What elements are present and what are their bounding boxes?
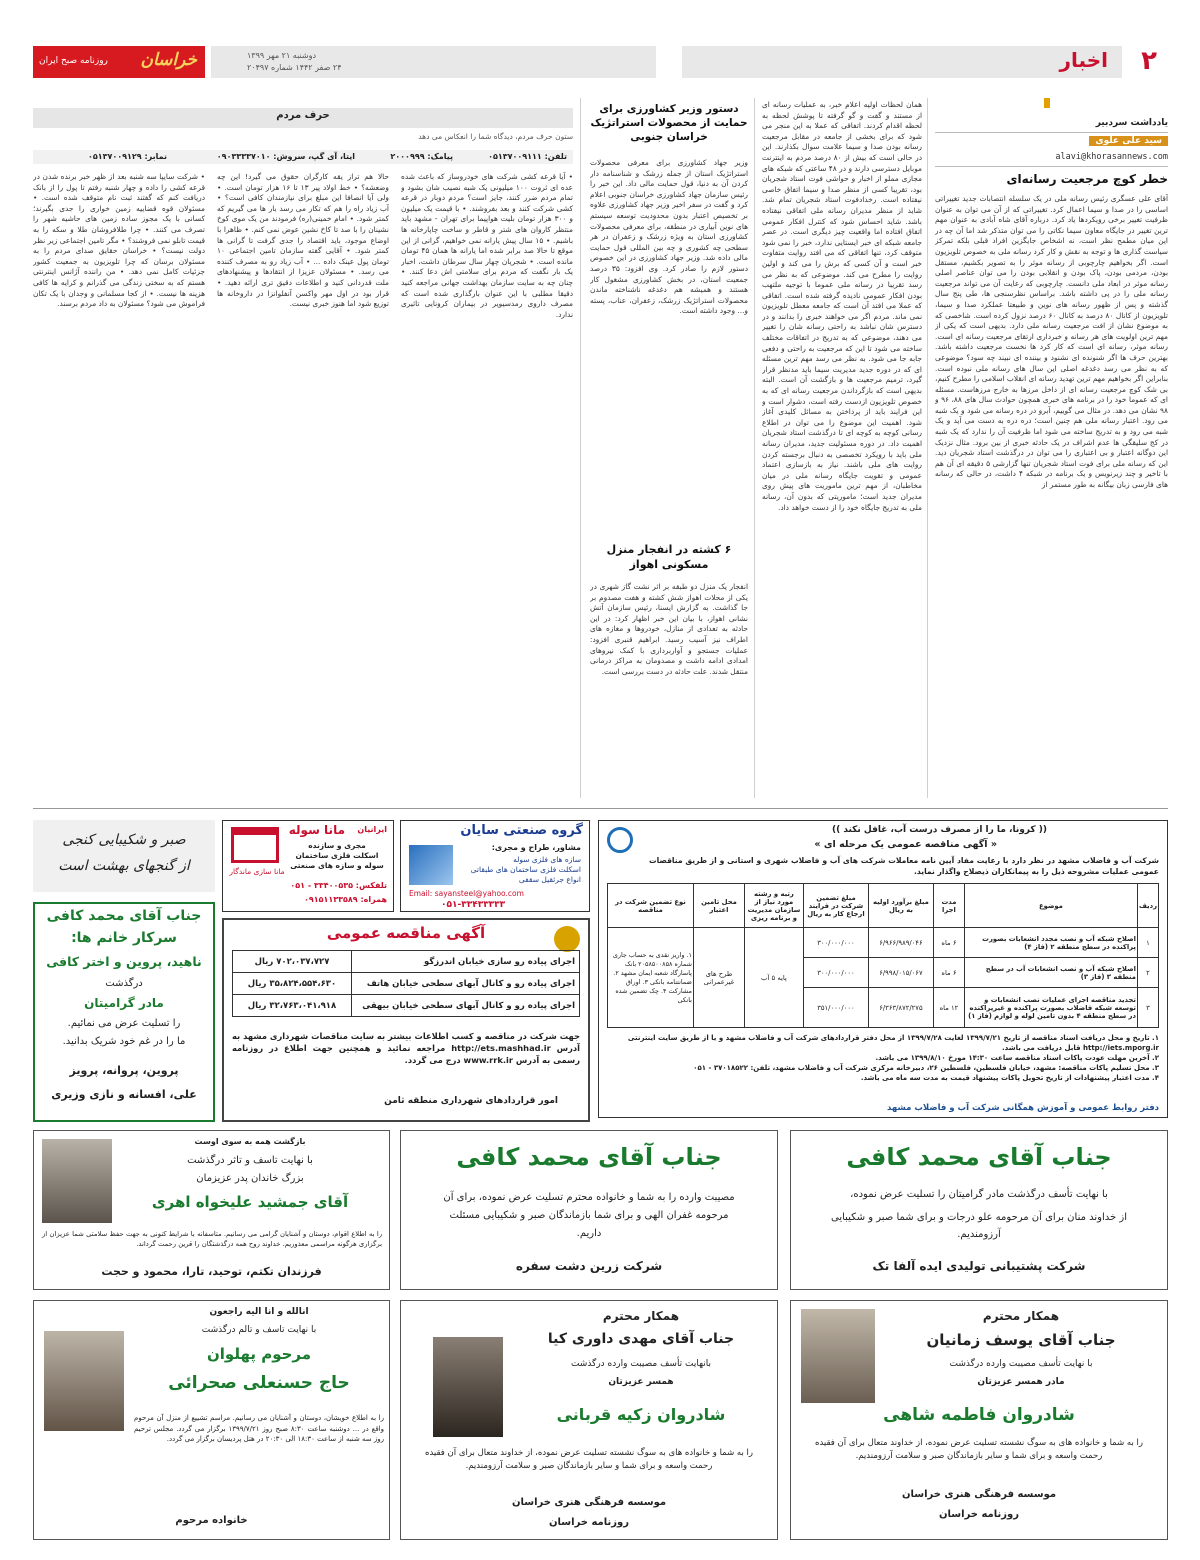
shahi-sign1: موسسه فرهنگی هنری خراسان: [901, 1489, 1057, 1500]
water-logo-icon: [607, 827, 633, 853]
house-logo-icon: [231, 827, 279, 863]
ghorbani-l2: همسر عزیزتان: [608, 1377, 674, 1387]
contact-messengers[interactable]: ایتا، آی گپ، سروش: ۰۹۰۳۳۳۳۷۰۱۰: [216, 152, 355, 161]
sahraei-notice: را به اطلاع خویشان، دوستان و آشنایان می رسانیم. مراسم تشییع از منزل آن مرحوم واقع در ... دوشنبه ساعت ۸:۳۰ صبح روز ۱۳۹۹/۷/۲۱ برگزار می گردد. مجلس ترحیم روز سه شنبه از ساعت ۱۸:۳۰ الی ۲۰:۳۰ در هتل پردیسان برگزار می گردد.: [134, 1414, 384, 1443]
editorial-title: خطر کوچ مرجعیت رسانه‌ای: [1006, 172, 1168, 186]
ad-sahraei-obituary: [33, 1300, 390, 1540]
editorial-tick: [1044, 98, 1050, 108]
ahari-l2: بزرگ خاندان پدر عزیزمان: [196, 1173, 304, 1184]
kafi1-l7: ما را در غم خود شریک بدانید.: [62, 1036, 186, 1047]
tender-note: ۲. آخرین مهلت عودت پاکات اسناد مناقصه ساعت ۱۴:۳۰ مورخ ۱۳۹۹/۸/۱۰ می باشد.: [875, 1054, 1159, 1062]
sayan-item: اسکلت فلزی ساختمان های طبقاتی: [470, 865, 581, 874]
sayan-item: سازه های فلزی سوله: [513, 855, 581, 864]
municipal-footer: امور قراردادهای شهرداری منطقه ثامن: [384, 1096, 558, 1106]
tender-title: « آگهی مناقصه عمومی یک مرحله ای »: [814, 839, 997, 850]
news-column: [590, 98, 748, 798]
date-gregorian: دوشنبه ۲۱ مهر ۱۳۹۹: [247, 51, 317, 60]
ad-kafi-zarrin: [400, 1130, 778, 1290]
shahi-name: شادروان فاطمه شاهی: [883, 1405, 1075, 1425]
article-agri-title: دستور وزیر کشاورزی برای حمایت از محصولات استراتژیک خراسان جنوبی: [590, 103, 748, 143]
shahi-title: جناب آقای یوسف زمانیان: [926, 1331, 1116, 1349]
tender-row: ۱ اصلاح شبکه آب و نصب مجدد انشعابات بصورت پراکنده در سطح منطقه ۲ (فاز ۴) ۶ ماه ۶/۹۶۶/۹۸۹/۰۴۶ ۳۰۰/۰۰۰/۰۰۰ پایه ۵ آب طرح های غیرعمرانی ۱. واریز نقدی به حساب جاری شماره ۲۰۵۸۵۰۰۸۵۸ بانک پاسارگاد شعبه ایمان مشهد ۲. ضمانتنامه بانکی ۳. اوراق مشارکت ۴. چک تضمین شده بانکی: [608, 928, 1159, 958]
masthead: [33, 46, 1168, 78]
building-icon: [409, 845, 453, 885]
tender-th-row: ردیف: [1137, 884, 1158, 928]
tender-footer: دفتر روابط عمومی و آموزش همگانی شرکت آب و فاضلاب مشهد: [886, 1103, 1159, 1113]
sahraei-name2: حاج حسنعلی صحرائی: [168, 1373, 350, 1393]
municipal-title: آگهی مناقصه عمومی: [326, 924, 486, 942]
tender-rank: پایه ۵ آب: [744, 928, 803, 1028]
ad-ghorbani-condolence: [400, 1300, 778, 1540]
editorial-email[interactable]: alavi@khorasannews.com: [1055, 152, 1168, 162]
reader-voice-col-2: حالا هم تراز یقه کارگران حقوق می گیرد! این چه وضعشه؟ • خط اولاد پیر ۱۳ تا ۱۶ هزار تومان است. • ولی آیا انصافا این مبلغ برای نیازمندان کافی است؟ • آب زیاد راه را هم که تکار می رسد بار ها می گیریم که کمتر شود. • امام خمینی(ره) فرمودند من یک موی کوخ نشینان را با صد تا کاخ نشین عوض نمی کنم. • ظاهرا با اوضاع موجود، باید اقتصاد را جدی گرفت تا گرانی ها کمتر شود. • آقایی گفته سازمان تامین اجتماعی ۱۰ تومان پول عینک داده ... • آب زیاد رو به مصرف کننده می رسد. • مسئولان عزیزا از انتقادها و پیشنهادهای ملت قدردانی کنید و اطلاعات دقیق تری ارائه دهید. • قرار بود در اول مهر واکسن آنفلوانزا در داروخانه ها توزیع شود اما هنوز خبری نیست.: [217, 172, 389, 309]
section-band: [682, 46, 1122, 78]
tender-th-estimate: مبلغ برآورد اولیه به ریال: [868, 884, 933, 928]
ad-kafi-vaziri: [33, 902, 215, 1122]
editorial-continuation: همان لحظات اولیه اعلام خبر، به عملیات رسانه ای از مستند و گفت و گو گرفته تا پوشش لحظه به لحظه اقدام کردند. اتفاقی که عملا به این منجر می شود که برای بخشی از جامعه در مقابل مرجعیت رسانه بودن صدا و سیما علامت سوال بکذارند. این در حالی است که بیش از ۸۰ درصد مردم به اینترنت موبایل دسترسی دارند و در ۴۸ ساعتی که شبکه های مجازی مملو از اخبار و حواشی فوت استاد شجریان بود، تقریبا کسی از منظر صدا و سیما اتفاق خاصی نیفتاده است. رخدادفوت استاد شجریان تمام شد. شاید از منظر مدیران رسانه ملی اتفاقی نیفتاده باشد. شاید احساس شود که کنترل افکار عمومی اتفاق افتاده اما واقعیت چیز دیگری است. در عصر جامعه شبکه ای خبر ایستایی ندارد، خبر را نمی شود متوقف کرد، تنها اتفاقی که می افتد روایت متفاوت خبر است و آن کسی که برش را می کند و اولین روایت را مطرح می کند. موضوعی که به نظر می رسد تقریبا در رسانه ملی عموما با توجیه ملتهب بودن افکار عمومی نادیده گرفته شده است. اتفاقی که عملا می افتد آن است که جامعه معطل تلویزیون نمی ماند. مردم اگر می خواهند خبری را بدانند و در دسترس شان نباشد به راحتی رسانه شان را تغییر می دهند، موضوعی که به تدریج در اتفاقات مختلف ساخته می شود تا این که مرجعیت به راحتی و دفعی جابه جا می شود. به نظر می رسد مهم ترین مسئله ای که در دوره جدید مدیریت سیما باید مدنظر قرار گیرد، ترمیم مرجعیت ها و بازگشت آن است. البته بدیهی است که بازگرداندن مرجعیت رسانه ای که به خصوص تلویزیون ازدست رفته است، دشوار است و این فرایند باید از پرداختن به مسائل کلیدی آغاز شود. اهمیت این موضوع را می توان در اطلاع رسانی کوچه به کوچه ای تا درگذشت استاد شجریان اهمیت داد. در دوره مسئولیت جدید، مدیران رسانه ملی باید با رویکرد تخصصی به دنبال برجسته کردن روایت های ملی باشند. نیاز به بازسازی اعتماد عمومی و تقویت جایگاه رسانه ملی در میان مخاطبان، از مهم ترین ماموریت های پیش روی مدیران جدید است؛ ماموریتی که بدون آن، رسانه ملی به تدریج جایگاه خود را از دست خواهد داد.: [762, 100, 922, 512]
tender-th-rank: رتبه و رشته مورد نیاز از سازمان مدیریت و برنامه ریزی: [744, 884, 803, 928]
kafi1-l5: مادر گرامیتان: [84, 996, 164, 1010]
kafi3-sign: شرکت پشتیبانی تولیدی ایده آلفا تک: [872, 1259, 1086, 1273]
ad-patience-quote: [33, 820, 215, 892]
ahari-l1: با نهایت تاسف و تاثر درگذشت: [187, 1155, 313, 1166]
kafi1-l3: ناهید، پروین و اختر کافی: [46, 954, 202, 969]
manasoleh-brand: ایرانیان: [357, 825, 387, 834]
ahari-photo: [42, 1139, 112, 1223]
tender-th-duration: مدت اجرا: [933, 884, 964, 928]
kafi1-title: جناب آقای محمد کافی: [46, 908, 202, 924]
municipal-body: جهت شرکت در مناقصه و کسب اطلاعات بیشتر به سایت مناقصات شهرداری مشهد به آدرس http://ets.mashhad.ir مراجعه نمائید و همچنین جهت اطلاع در روزنامه رسمی به آدرس www.rrk.ir درج می گردد.: [232, 1031, 580, 1065]
municipal-row: اجرای پیاده رو سازی خیابان اندرزگو ۷۰۲،۰۳۷،۷۲۷ ریال: [233, 951, 580, 973]
quote-line-2: از گنجهای بهشت است: [58, 858, 190, 874]
editorial-kicker: یادداشت سردبیر: [1095, 118, 1168, 128]
tender-fund: طرح های غیرعمرانی: [693, 928, 744, 1028]
sahraei-photo: [44, 1331, 124, 1431]
shahi-body: را به شما و خانواده های به سوگ نشسته تسلیت عرض نموده، از خداوند متعال برای آن فقیده رحمت واسعه و برای شما و سایر بازماندگان صبر و سلامت آرزومندیم.: [814, 1438, 1144, 1461]
tender-row: ۳ تجدید مناقصه اجرای عملیات نصب انشعابات و توسعه شبکه فاضلاب بصورت پراکنده و غیرپراکنده در سطح منطقه ۴ بدون تامین لوله و لوازم (فاز ۱) ۱۲ ماه ۶/۳۶۳/۸۷۲/۲۷۵ ۳۵۱/۰۰۰/۰۰۰: [608, 988, 1159, 1028]
tender-note: ۱. تاریخ و محل دریافت اسناد مناقصه از تاریخ ۱۳۹۹/۷/۲۱ لغایت ۱۳۹۹/۷/۲۸ از محل دفتر قراردادهای شرکت آب و فاضلاب مشهد و یا از طریق سایت اینترنتی http://iets.mporg.ir قابل دریافت می باشد.: [627, 1034, 1159, 1052]
ghorbani-title: جناب آقای مهدی داوری کیا: [547, 1331, 735, 1347]
ad-ahari-obituary: [33, 1130, 390, 1290]
ghorbani-top: همکار محترم: [602, 1309, 680, 1323]
sayan-items: [461, 855, 581, 885]
municipal-table: [232, 950, 580, 1017]
manasoleh-lines: [287, 841, 387, 871]
sahraei-sign: خانواده مرحوم: [175, 1515, 248, 1526]
sayan-item: انواع جرثقیل سقفی: [518, 875, 581, 884]
kafi2-body: مصیبت وارده را به شما و خانواده محترم تسلیت عرض نموده، برای آن مرحومه غفران الهی و برای شما بازماندگان صبر و شکیبایی مسئلت داریم.: [443, 1192, 735, 1239]
kafi3-body2: از خداوند منان برای آن مرحومه علو درجات و برای شما صبر و شکیبایی آرزومندیم.: [830, 1212, 1127, 1240]
reader-voice: [33, 108, 573, 798]
logo-box: [33, 46, 205, 78]
sahraei-top: انالله و انا الیه راجعون: [209, 1307, 309, 1317]
ad-sayan: [400, 820, 590, 912]
tender-intro: شرکت آب و فاضلاب مشهد در نظر دارد با رعایت مفاد آیین نامه معاملات شرکت های آب و فاضلاب شهری و استانی و از طریق مناقصات عمومی عملیات مشروحه ذیل را به پیمانکاران ذیصلاح واگذار نماید.: [649, 856, 1159, 876]
tender-row: ۲ اصلاح شبکه آب و نصب انشعابات آب در سطح منطقه ۳ (فاز ۳) ۶ ماه ۶/۹۹۸/۰۱۵/۰۶۷ ۳۰۰/۰۰۰/۰۰۰: [608, 958, 1159, 988]
tender-top-line: (( کرونا، ما را از مصرف درست آب، غافل نکند )): [831, 825, 1047, 835]
shahi-l2: مادر همسر عزیزتان: [977, 1377, 1065, 1387]
ad-kafi-alfatek: [790, 1130, 1168, 1290]
sayan-sub: مشاور، طراح و مجری:: [491, 843, 581, 852]
page-number: ۲: [1141, 46, 1157, 76]
manasoleh-phone[interactable]: تلفکس: ۳۳۴۰۰۵۳۵ - ۰۵۱: [290, 881, 387, 890]
ahari-sign: فرزندان تکتم، توحید، تارا، محمود و حجت: [101, 1265, 322, 1278]
logo-sub: روزنامه صبح ایران: [39, 56, 108, 66]
kafi1-l9: علی، افسانه و نازی وزیری: [51, 1088, 197, 1101]
reader-voice-contacts: [33, 150, 573, 164]
tender-note: ۳. محل تسلیم پاکات مناقصه: مشهد، خیابان فلسطین، فلسطین ۲۶، دبیرخانه مرکزی شرکت آب و فاضلاب مشهد، تلفن: ۳۷۰۱۸۵۲۲ - ۰۵۱: [693, 1064, 1159, 1072]
article-blast-title: ۶ کشته در انفجار منزل مسکونی اهواز: [606, 543, 732, 571]
tender-table: [607, 883, 1159, 1028]
ahari-top: بازگشت همه به سوی اوست: [194, 1137, 306, 1146]
date-issue: ۲۴ صفر ۱۴۴۲ شماره ۲۰۴۹۷: [247, 63, 342, 72]
reader-voice-header: [33, 108, 573, 128]
kafi1-l8: پروین، پروانه، پرویز: [69, 1064, 179, 1077]
sayan-title: گروه صنعتی سایان: [460, 823, 583, 838]
ad-shahi-condolence: [790, 1300, 1168, 1540]
sayan-email[interactable]: Email: sayansteel@yahoo.com: [409, 889, 524, 898]
municipal-row: اجرای پیاده رو و کانال آبهای سطحی خیابان هاتف ۳۵،۸۲۴،۵۵۴،۶۳۰ ریال: [233, 973, 580, 995]
reader-voice-col-3: • شرکت سایپا سه شنبه بعد از ظهر خبر برنده شدن در قرعه کشی را داده و چهار شنبه رفتم تا پول را از بانک دریافت کنم که گفتند ثبت نام متوقف شده است. • مسئولان قوه قضاییه زمین خواری را جدی بگیرند؛ کسانی با یک مجوز ساده زمین های حاشیه شهر را تصرف می کنند. • چرا طلافروشان طلا و سکه را به قیمت تابلو نمی فروشند؟ • مگر تامین اجتماعی زیر نظر دولت نیست؟ • خراسان حقایق صدای مردم را به مسئولان برسان که چرا تلویزیون به جمعیت کشور جزئیات کامل نمی دهد. • من راننده آژانس اینترنتی هستم که به سختی زندگی می گذرانم و کرایه ها کافی هزینه ها نیست. • از کجا مسلمانی و وجدان با یک تکان فراموش می شود؟ مسئولان به داد مردم برسند.: [33, 172, 205, 309]
shahi-top: همکار محترم: [982, 1309, 1060, 1323]
ghorbani-sign1: موسسه فرهنگی هنری خراسان: [511, 1497, 667, 1508]
manasoleh-mobile[interactable]: همراه: ۰۹۱۵۱۱۳۳۵۸۹: [303, 895, 387, 904]
kafi2-title: جناب آقای محمد کافی: [456, 1143, 722, 1171]
manasoleh-line: سوله و سازه های صنعتی: [290, 861, 384, 870]
ghorbani-sign2: روزنامه خراسان: [549, 1517, 629, 1528]
ahari-name: آقای جمشید علیخواه اهری: [151, 1193, 349, 1211]
editorial-body: آقای علی عسگری رئیس رسانه ملی در یک سلسله انتصابات جدید تغییراتی اساسی را در صدا و سیما اعمال کرد. تغییراتی که از آن می توان به عنوان ظرفیت تغییر برخی رویکردها یاد کرد. درباره آقای شاه آبادی به عنوان مهم ترین تغییر در جایگاه معاون سیما نکاتی را می توان متذکر شد اما آن چه در این میان مطمح نظر است، نه اشخاص جایگزین افراد قبلی بلکه تمرکز سیاست گذاری ها و توجه به نقش و کار کرد رسانه ملی به خصوص تلویزیون است. اگر بخواهیم چارچوبی از رسانه موثر را به تصویر بکشیم، مستقل بودن، مردمی بودن، پاک بودن و انقلابی بودن را می توان عناصر اصلی رسانه موثر در ابعاد ملی دانست. چارچوبی که رعایت آن می تواند مرجعیت رسانه ملی را در پی داشته باشد. براساس نظرسنجی ها، طی پنج سال گذشته و پس از ظهور رسانه های نوین و طبیعتا عملکرد صدا و سیما، تلویزیون از کانال ۸۰ درصد به کانال ۶۰ درصد نزول کرده است. شاخصی که به موضوع نشان از افت مرجعیت رسانه ملی دارد. بدیهی است که یکی از مهم ترین اولویت های هر رسانه و خبرداری ارتقای مرجعیت رسانه ای است. رسانه موثر، رسانه ای است که کار کرد ها نخست مرجعیت داشته باشد. بهترین حرف ها اگر شنونده ای نشنود و بیننده ای نبیند چه سود؟ موضوعی که به نظر می رسد دغدغه اصلی این سال های رسانه ملی نبوده است. بنابراین اگر بخواهیم مهم ترین تهدید رسانه ای انقلاب اسلامی را مطرح کنیم، بی شک کوچ مرجعیت رسانه ای از داخل مرزها به خارج مرزهاست. مسئله ای که عموما خود را در برنامه های خبری همچون حوادث سال های ۸۸، ۹۶ و ۹۸ نشان می دهد. در مثال می گوییم، آبرو در دره رسانه می شود و یک شبه می رود. اعتبار رسانه ملی هم چنین است؛ دره دره به دست می آید و یک شبه می رود و به تدریج ساخته می شود اما ظرفیت آن را ندارد که یک شبه در کج سلیقگی ها عدم اشراف در یک حادثه خبری از بین برود. مثال نزدیک این دوگانه اعتبار و بی اعتباری را می توان در درگذشت استاد شجریان دید. این که رسانه ملی برای فوت استاد شجریان تنها گزارشی ۵ دقیقه ای آن هم با تاخیر و چند زیرنویس و یک برنامه در شبکه ۴ داشت، در حالی که رسانه های فارسی زبان بیگانه به طور مستمر از: [935, 194, 1168, 490]
logo-script: خراسان: [140, 50, 197, 70]
ghorbani-name: شادروان زکیه قربانی: [556, 1405, 726, 1424]
shahi-l1: با نهایت تأسف مصیبت وارده درگذشت: [949, 1359, 1093, 1369]
manasoleh-logo: مانا سازی ماندگار: [229, 867, 285, 876]
contact-phone[interactable]: تلفن: ۰۵۱۳۷۰۰۹۱۱۱: [488, 152, 567, 161]
article-agri-body: وزیر جهاد کشاورزی برای معرفی محصولات استراتژیک استان از جمله زرشک و شناسنامه دار کردن آن به دنیا، قول حمایت مالی داد. این خبر را رئیس سازمان جهاد کشاورزی خراسان جنوبی اعلام کرد و گفت در سفر اخیر وزیر جهاد کشاورزی علاوه بر تخصیص اعتبار بدون محدودیت توسعه سیستم های نوین آبیاری در منطقه، برای معرفی محصولات کشاورزی استان به ویژه زرشک و زعفران در هر سطحی چه کشوری و چه بین المللی قول حمایت مالی داده شد. وزیر جهاد کشاورزی در این خصوص دستور لازم را صادر کرد. وی افزود: ۳۵ درصد جمعیت استان، در بخش کشاورزی مشغول کار هستند و همیشه هم دغدغه ناشناخته ماندن محصولات استراتژیک زرشک، زعفران، عناب، پسته و... وجود داشته است.: [590, 158, 748, 316]
reader-voice-subtitle: ستون حرف مردم، دیدگاه شما را انعکاس می دهد: [418, 132, 573, 141]
kafi2-sign: شرکت زرین دشت سفره: [515, 1259, 663, 1273]
ad-municipal-tender: [222, 918, 590, 1122]
contact-fax[interactable]: نمابر: ۰۵۱۳۷۰۰۹۱۲۹: [87, 152, 167, 161]
tender-th-guarantee: نوع تضمین شرکت در مناقصه: [608, 884, 694, 928]
tender-th-fund: محل تامین اعتبار: [693, 884, 744, 928]
municipal-row: اجرای پیاده رو و کانال آبهای سطحی خیابان بیهقی ۳۲،۷۶۳،۰۴۱،۹۱۸ ریال: [233, 995, 580, 1017]
sayan-phone[interactable]: ۰۵۱-۳۳۴۳۳۳۳۳: [441, 900, 506, 910]
manasoleh-line: اسکلت فلزی ساختمان: [295, 851, 379, 860]
contact-sms[interactable]: پیامک: ۲۰۰۰۹۹۹: [390, 152, 453, 161]
kafi1-l4: درگذشت: [105, 978, 143, 989]
tender-th-deposit: مبلغ تضمین شرکت در فرایند ارجاع کار به ریال: [803, 884, 868, 928]
sahraei-name1: مرحوم پهلوان: [206, 1345, 312, 1363]
quote-line-1: صبر و شکیبایی کنجی: [62, 832, 186, 848]
ad-manasoleh: [222, 820, 394, 912]
ghorbani-body: را به شما و خانواده های به سوگ نشسته تسلیت عرض نموده، از خداوند متعال برای آن فقیده رحمت واسعه و برای شما و سایر بازماندگان صبر و سلامت آرزومندیم.: [424, 1448, 754, 1471]
date-band: [211, 46, 656, 78]
section-title: اخبار: [1059, 48, 1108, 72]
tender-guarantee: ۱. واریز نقدی به حساب جاری شماره ۲۰۵۸۵۰۰۸۵۸ بانک پاسارگاد شعبه ایمان مشهد ۲. ضمانتنامه بانکی ۳. اوراق مشارکت ۴. چک تضمین شده بانکی: [608, 928, 694, 1028]
manasoleh-line: مجری و سازنده: [308, 841, 366, 850]
reader-voice-col-1: • آیا قرعه کشی شرکت های خودروساز که باعث شده عده ای ثروت ۱۰۰ میلیونی یک شبه نصیب شان بشود و تمام مردم ضرر کنند، جایز است؟ مردم دوبار در قرعه کشی شرکت کنند و بعد بفروشند. • با قیمت یک میلیون و ۳۰۰ هزار تومان بلیت هواپیما برای تهران - مشهد باید منتظر کاروان های شتر و قاطر و ساخت چاپارخانه ها باشیم. • ۱۵ سال پیش یارانه نمی خواهیم، گرانی از این موقع تا حالا صد برابر شده اما یارانه ها همان ۴۵ تومان مانده است. • شجریان چهار سال سرطان داشت، اخبار یک بار نگفت که مردم برای سلامتی اش دعا کنند. • چنان چه به سایت سازمان بهداشت جهانی مراجعه کنید دقیقا مطلبی با این عنوان بارگذاری شده است که مصرف داروی رمدسیویر در بیماران کرونایی تاثیری ندارد.: [401, 172, 573, 319]
kafi3-title: جناب آقای محمد کافی: [846, 1143, 1112, 1171]
tender-header-row: [608, 884, 1159, 928]
editorial-author: سید علی علوی: [1089, 136, 1168, 146]
ahari-notice: را به اطلاع اقوام، دوستان و آشنایان گرامی می رسانیم. متاسفانه با شرایط کنونی به جهت حفظ سلامتی شما عزیزان از برگزاری هرگونه مراسمی معذوریم. خداوند روح همه درگذشتگان را قرین رحمت گرداند.: [42, 1230, 382, 1248]
tender-note: ۴. مدت اعتبار پیشنهادات از تاریخ تحویل پاکات پیشنهاد قیمت به مدت سه ماه می باشد.: [860, 1074, 1159, 1082]
shahi-sign2: روزنامه خراسان: [939, 1509, 1019, 1520]
sahraei-l1: با نهایت تاسف و تالم درگذشت: [201, 1325, 317, 1335]
kafi1-l2: سرکار خانم ها:: [71, 930, 177, 946]
manasoleh-title: مانا سوله: [288, 823, 345, 837]
ghorbani-l1: بانهایت تأسف مصیبت وارده درگذشت: [570, 1359, 712, 1369]
kafi3-body1: با نهایت تأسف درگذشت مادر گرامیتان را تسلیت عرض نموده،: [850, 1189, 1108, 1200]
ghorbani-photo: [433, 1337, 503, 1437]
tender-notes: [607, 1033, 1159, 1083]
editorial: [935, 98, 1168, 798]
kafi1-l6: را تسلیت عرض می نمائیم.: [67, 1018, 181, 1029]
shahi-photo: [801, 1309, 875, 1403]
tender-th-subject: موضوع: [964, 884, 1137, 928]
article-blast-body: انفجار یک منزل دو طبقه بر اثر نشت گاز شهری در یکی از محلات اهواز شش کشته و هفت مصدوم بر جا گذاشت. به گزارش ایسنا، رئیس سازمان آتش نشانی اهواز، با بیان این خبر اظهار کرد: در این حادثه به تعدادی از منازل، خودروها و مغازه های اطراف نیز آسیب رسید. ابراهیم قنبری افزود: عملیات جستجو و آواربرداری با کمک نیروهای امدادی ادامه داشت و مصدومان به مراکز درمانی منتقل شدند. علت حادثه در دست بررسی است.: [590, 582, 748, 676]
ad-water-tender: [598, 820, 1168, 1118]
reader-voice-title: حرف مردم: [276, 110, 330, 121]
